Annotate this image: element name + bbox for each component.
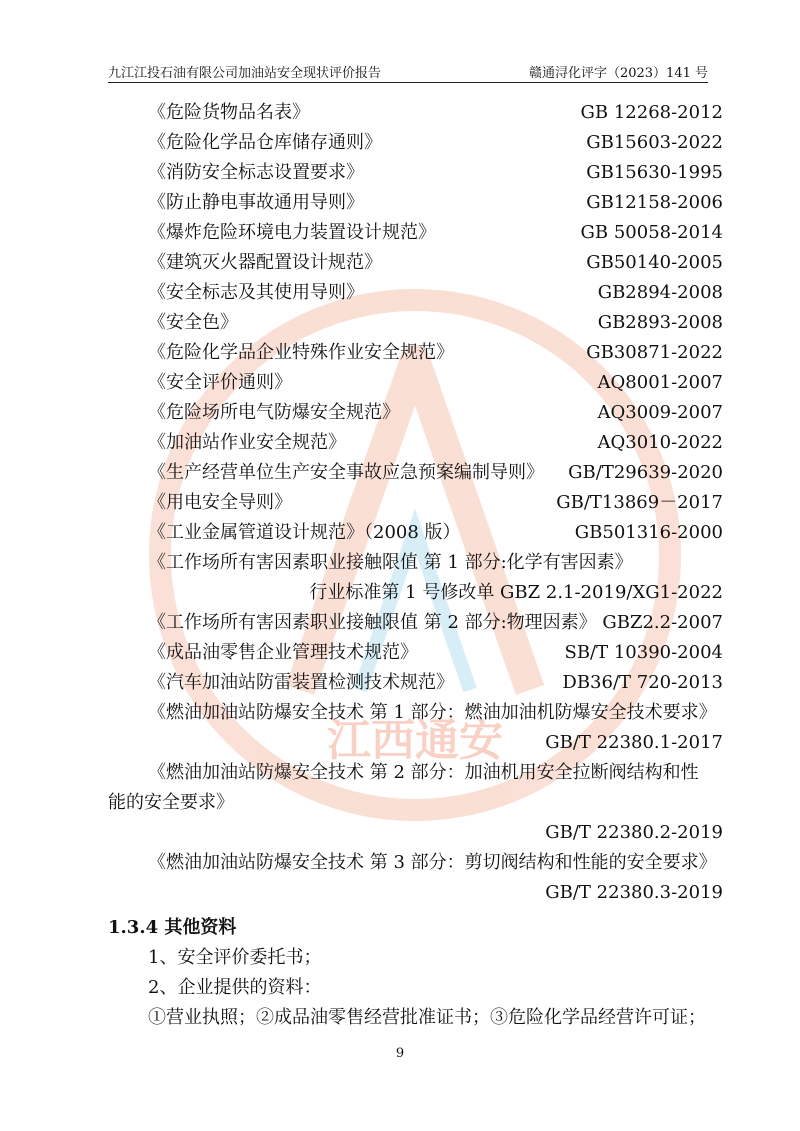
reference-row (108, 848, 723, 878)
reference-title: 《工作场所有害因素职业接触限值 第 2 部分:物理因素》 (148, 612, 597, 633)
reference-title: 《危险货物品名表》 (148, 102, 310, 123)
reference-row (108, 188, 723, 218)
reference-row (108, 218, 723, 248)
reference-code: GB2893-2008 (597, 312, 723, 333)
watermark-text: 江西通安 (327, 716, 503, 765)
section-item: 1、安全评价委托书； (148, 947, 322, 968)
reference-title: 《生产经营单位生产安全事故应急预案编制导则》 (148, 462, 544, 483)
reference-code: GB/T13869－2017 (556, 492, 723, 513)
reference-row-continued (108, 578, 723, 608)
reference-row-continued (108, 818, 723, 848)
reference-title: 《工业金属管道设计规范》（2008 版） (148, 522, 461, 543)
reference-code: 行业标准第 1 号修改单 GBZ 2.1-2019/XG1-2022 (309, 582, 723, 603)
reference-code: GB2894-2008 (597, 282, 723, 303)
reference-title: 《燃油加油站防爆安全技术 第 1 部分：燃油加油机防爆安全技术要求》 (148, 702, 717, 723)
reference-title: 《危险化学品仓库储存通则》 (148, 132, 382, 153)
reference-code: GBZ2.2-2007 (602, 612, 723, 633)
reference-code: AQ8001-2007 (597, 372, 723, 393)
reference-title: 《防止静电事故通用导则》 (148, 192, 364, 213)
reference-row (108, 548, 723, 578)
reference-row (108, 248, 723, 278)
reference-row (108, 308, 723, 338)
header-report-number: 赣通浔化评字（2023）141 号 (528, 66, 708, 81)
reference-row-continued (108, 878, 723, 908)
reference-row (108, 368, 723, 398)
reference-title: 《爆炸危险环境电力装置设计规范》 (148, 222, 436, 243)
reference-title: 《用电安全导则》 (148, 492, 292, 513)
reference-row (108, 638, 723, 668)
reference-code: GB 12268-2012 (580, 102, 723, 123)
reference-row (108, 128, 723, 158)
reference-title: 《安全评价通则》 (148, 372, 292, 393)
reference-title: 《消防安全标志设置要求》 (148, 162, 364, 183)
reference-title: 《建筑灭火器配置设计规范》 (148, 252, 382, 273)
reference-title: 《燃油加油站防爆安全技术 第 2 部分：加油机用安全拉断阀结构和性 (148, 762, 699, 783)
reference-title: 《工作场所有害因素职业接触限值 第 1 部分:化学有害因素》 (148, 552, 633, 573)
reference-code: AQ3009-2007 (597, 402, 723, 423)
reference-row (108, 668, 723, 698)
reference-row (108, 488, 723, 518)
reference-code: GB/T 22380.3-2019 (545, 882, 723, 903)
reference-row-continued (108, 788, 723, 818)
reference-row (108, 458, 723, 488)
reference-title: 《安全标志及其使用导则》 (148, 282, 364, 303)
reference-row (108, 278, 723, 308)
reference-code: GB15630-1995 (586, 162, 723, 183)
reference-code: GB/T 22380.1-2017 (545, 732, 723, 753)
page-number: 9 (395, 1046, 405, 1061)
section-heading: 1.3.4 其他资料 (108, 917, 237, 938)
page-header (108, 60, 708, 83)
reference-code: GB 50058-2014 (580, 222, 723, 243)
reference-code: AQ3010-2022 (597, 432, 723, 453)
reference-code: GB/T29639-2020 (568, 462, 723, 483)
reference-code: GB501316-2000 (574, 522, 723, 543)
reference-row (108, 758, 723, 788)
reference-title: 《危险化学品企业特殊作业安全规范》 (148, 342, 454, 363)
reference-title: 《汽车加油站防雷装置检测技术规范》 (148, 672, 454, 693)
section-item: ①营业执照；②成品油零售经营批准证书；③危险化学品经营许可证； (148, 1007, 706, 1028)
reference-title-continued: 能的安全要求》 (108, 792, 234, 813)
reference-code: GB30871-2022 (586, 342, 723, 363)
reference-title: 《燃油加油站防爆安全技术 第 3 部分：剪切阀结构和性能的安全要求》 (148, 852, 717, 873)
reference-code: GB12158-2006 (586, 192, 723, 213)
reference-row (108, 428, 723, 458)
reference-code: GB50140-2005 (586, 252, 723, 273)
reference-row (108, 158, 723, 188)
reference-title: 《安全色》 (148, 312, 238, 333)
reference-title: 《危险场所电气防爆安全规范》 (148, 402, 400, 423)
reference-row (108, 608, 723, 638)
reference-row (108, 338, 723, 368)
reference-row (108, 98, 723, 128)
reference-title: 《加油站作业安全规范》 (148, 432, 346, 453)
reference-code: DB36/T 720-2013 (562, 672, 723, 693)
reference-code: SB/T 10390-2004 (564, 642, 723, 663)
reference-list (108, 98, 723, 908)
reference-row (108, 698, 723, 728)
reference-title: 《成品油零售企业管理技术规范》 (148, 642, 418, 663)
reference-code: GB15603-2022 (586, 132, 723, 153)
header-report-title: 九江江投石油有限公司加油站安全现状评价报告 (108, 66, 382, 81)
reference-code: GB/T 22380.2-2019 (545, 822, 723, 843)
reference-row-continued (108, 728, 723, 758)
section-item: 2、企业提供的资料： (148, 977, 322, 998)
reference-row (108, 398, 723, 428)
reference-row (108, 518, 723, 548)
